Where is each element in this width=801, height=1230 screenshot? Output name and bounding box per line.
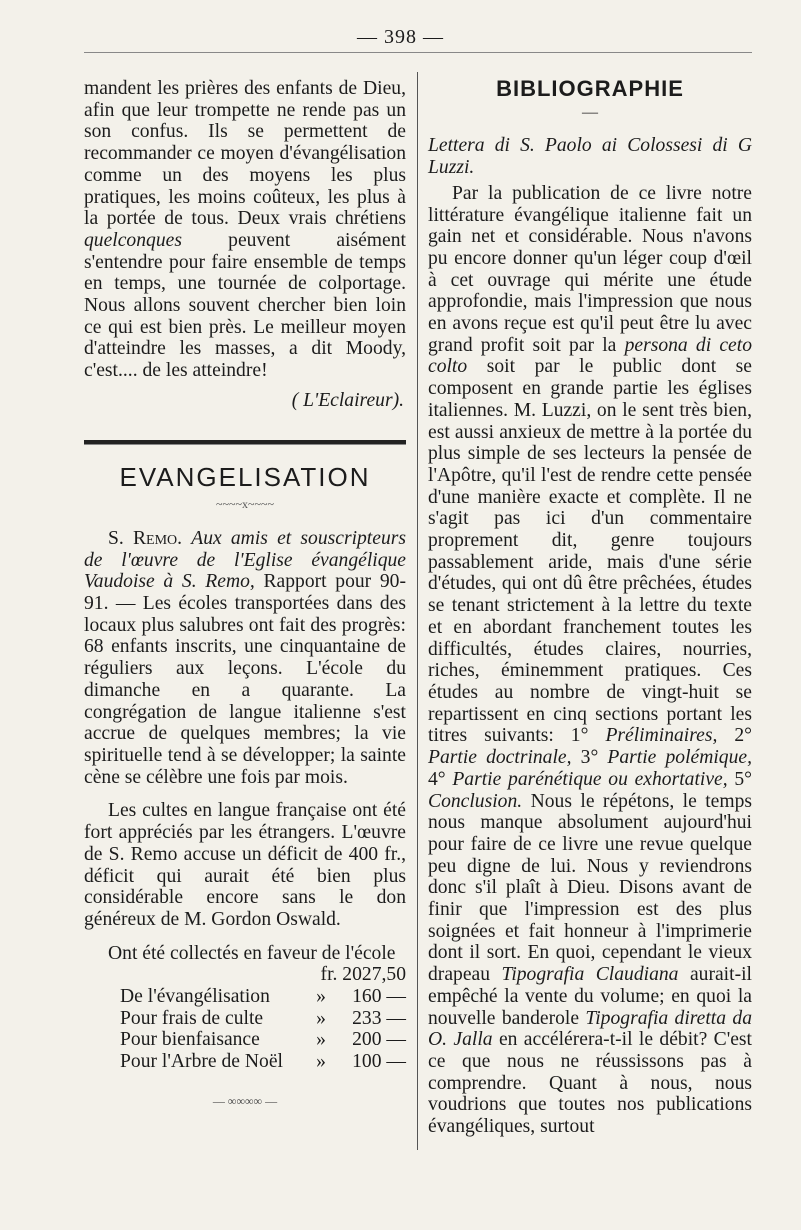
ditto-mark: » (316, 1051, 326, 1073)
table-row (84, 1029, 406, 1051)
ditto-mark: » (316, 1029, 326, 1051)
collection-intro: Ont été collectés en faveur de l'école (108, 942, 396, 964)
table-row (84, 1008, 406, 1030)
paragraph-text: aurait-il empêché la vente du volume; en quoi la nouvelle banderole (428, 964, 752, 1029)
paragraph-text: peuvent aisément s'entendre pour faire ensemble de temps en temps, une tournée de colportage. Nous allons souvent chercher bien loin ce qui est bien près. Le meilleur moyen d'atteindre les masses, a dit Moody, c'est.... de les atteindre! (84, 229, 406, 382)
section-number: 3° (580, 747, 599, 769)
collections-table (84, 986, 406, 1073)
section-number: 5° (734, 768, 752, 790)
section-name: Préliminaires, (605, 725, 718, 747)
ditto-mark: » (316, 1007, 326, 1029)
column-divider (417, 72, 418, 1150)
report-paragraph (84, 528, 406, 788)
opening-paragraph (84, 78, 406, 382)
section-number: 4° (428, 768, 446, 790)
cults-paragraph: Les cultes en langue française ont été fort appréciés par les étrangers. L'œuvre de S. Remo accuse un déficit de 400 fr., déficit qui aurait été bien plus considérable encore sans le don généreux de M. Gordon Oswald. (84, 800, 406, 930)
italic-phrase: Tipografia diretta da O. Jalla (428, 1007, 752, 1051)
paragraph-text: soit par le public dont se composent en grande partie les églises italiennes. M. Luzzi, on le sent très bien, est aussi anxieux de mettre à la portée du plus simple de ses lecteurs la pensée de l'Apôtre, qu'il l'est de rendre cette pensée d'une manière exacte et complète. Il ne s'agit pas ici d'un commentaire proprement dit, genre toujours passablement aride, mais d'une série d'études, qui ont dû être prêchées, études se tenant strictement à la lettre du texte et en abordant franchement toutes les difficultés, études claires, nourries, riches, éminemment pratiques. Ces études au nombre de vingt-huit se repartissent en cinq sections portant les titres suivants: 1° (428, 356, 753, 747)
paragraph-text: mandent les prières des enfants de Dieu, afin que leur trompette ne rende pas un son confus. Ils se permettent de recommander ce moyen d'évangélisation comme un des moyens les plus pratiques, les moins coûteux, les plus à la portée de tous. Deux vrais chrétiens (84, 78, 406, 230)
section-divider (84, 440, 406, 445)
title-dash: — (582, 103, 598, 121)
table-row (84, 1051, 406, 1073)
section-name: Partie polémique, (607, 747, 752, 769)
collection-total: fr. 2027,50 (320, 964, 406, 986)
collection-amount: 100 — (352, 1051, 406, 1073)
bibliography-title: BIBLIOGRAPHIE (496, 76, 684, 101)
source-attribution: ( L'Eclaireur). (291, 389, 404, 411)
page-number: — 398 — (357, 26, 444, 48)
collection-label: De l'évangélisation (120, 986, 270, 1008)
paragraph-text: Rapport pour 90-91. — Les écoles transportées dans des locaux plus salubres ont fait des progrès: 68 enfants inscrits, une cinquantaine de réguliers aux leçons. L'école du dimanche en a quarante. La congrégation de langue italienne s'est accrue de quelques membres; la vie spirituelle tend à se développer; la sainte cène se célèbre une fois par mois. (84, 571, 406, 788)
review-paragraph (428, 183, 752, 1138)
place-name: S. Remo. (108, 527, 183, 549)
paragraph-text: en accélérera-t-il le débit? C'est ce que nous ne réussissons pas à comprendre. Quant à nous, nous voudrions que toutes nos publications évangéliques, surtout (428, 1029, 753, 1138)
spacer (84, 931, 406, 943)
left-column (84, 78, 406, 1113)
table-row (84, 986, 406, 1008)
paragraph-text: Nous le répétons, le temps nous manque absolument aujourd'hui pour faire de ce livre une revue quelque peu digne de lui. Nous y reviendrons donc s'il plaît à Dieu. Disons avant de finir que l'impression est des plus soignées et fait honneur à l'imprimerie dont il sort. En quoi, cependant le vieux drapeau (428, 790, 752, 986)
collection-amount: 233 — (352, 1007, 406, 1029)
report-title: Aux amis et souscripteurs de l'œuvre de l'Eglise évangélique Vaudoise à S. Remo, (84, 527, 406, 593)
header-rule (84, 52, 752, 53)
section-title: EVANGELISATION (119, 461, 371, 492)
ditto-mark: » (316, 986, 326, 1008)
section-number: 2° (734, 725, 752, 747)
section-name: Partie parénétique ou exhortative, (452, 768, 728, 790)
section-name: Conclusion. (428, 790, 523, 812)
right-column (428, 78, 752, 1138)
collection-label: Pour bienfaisance (120, 1029, 260, 1051)
book-citation: Lettera di S. Paolo ai Colossesi di G Luzzi. (428, 135, 752, 179)
end-ornament: — ∞∞∞∞ — (212, 1093, 278, 1108)
collection-label: Pour frais de culte (120, 1007, 264, 1029)
collection-amount: 160 — (352, 986, 406, 1008)
collection-amount: 200 — (352, 1029, 406, 1051)
section-name: Partie doctrinale, (428, 747, 572, 769)
italic-phrase: persona di ceto colto (428, 334, 752, 378)
italic-phrase: Tipografia Claudiana (501, 964, 679, 986)
collection-label: Pour l'Arbre de Noël (120, 1051, 283, 1073)
spacer (84, 788, 406, 800)
title-ornament: ~~~~x~~~~ (216, 497, 274, 512)
italic-word: quelconques (84, 229, 182, 251)
paragraph-text: Par la publication de ce livre notre littérature évangélique italienne fait un gain net et considérable. Nous n'avons pu encore donner qu'un léger coup d'œil à cet ouvrage qui mérite une étude approfondie, mais l'impression que nous en avons reçue est qu'il peut être lu avec grand profit soit par la (428, 182, 752, 356)
